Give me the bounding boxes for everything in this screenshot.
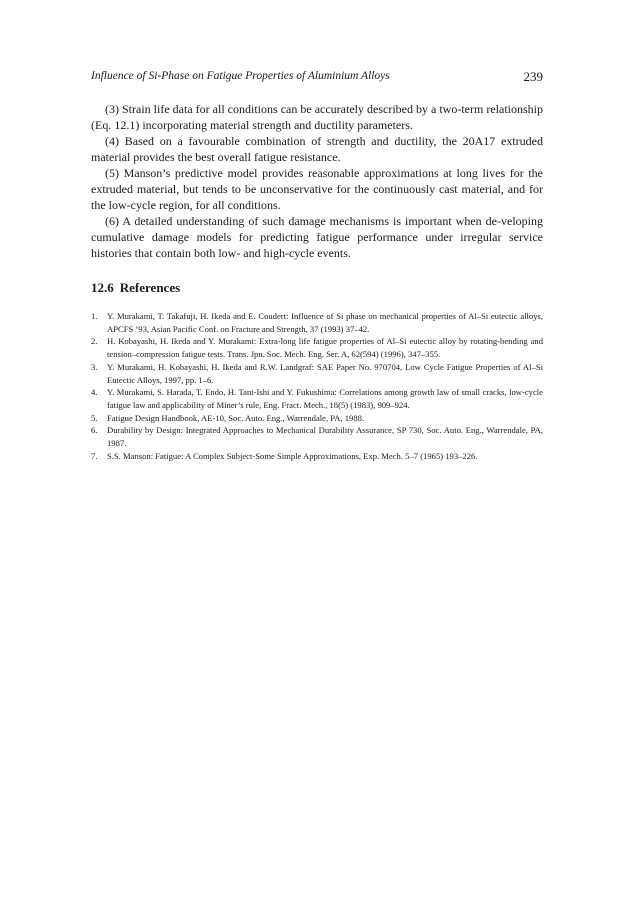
- reference-text: Y. Murakami, H. Kobayashi, H. Ikeda and R.W. Landgraf: SAE Paper No. 970704, Low Cycle Fatigue Properties of Al–Si Eutectic Alloys, 1997, pp. 1–6.: [107, 361, 543, 385]
- reference-item: [91, 335, 543, 360]
- conclusion-paragraph-3: (3) Strain life data for all conditions can be accurately described by a two-term relationship (Eq. 12.1) incorporating material strength and ductility parameters.: [91, 102, 543, 132]
- reference-text: H. Kobayashi, H. Ikeda and Y. Murakami: Extra-long life fatigue properties of Al–Si eutectic alloy by rotating-bending and tension–compression fatigue tests. Trans. Jpn. Soc. Mech. Eng. Ser. A, 62(594) (1996), 347–355.: [107, 336, 543, 360]
- reference-number: 1.: [91, 311, 98, 321]
- reference-number: 2.: [91, 336, 98, 347]
- reference-number: 3.: [91, 361, 98, 372]
- section-title: References: [119, 280, 181, 295]
- reference-text: Durability by Design: Integrated Approaches to Mechanical Durability Assurance, SP 730, Soc. Auto. Eng., Warrendale, PA, 1987.: [107, 425, 543, 449]
- section-heading: [91, 280, 180, 296]
- reference-item: [91, 424, 543, 449]
- reference-text: Fatigue Design Handbook, AE-10, Soc. Auto. Eng., Warrendale, PA, 1988.: [107, 412, 365, 423]
- conclusion-paragraph-6: (6) A detailed understanding of such damage mechanisms is important when de-veloping cumulative damage models for predicting fatigue performance under irregular service histories that contain both low- and high-cycle events.: [91, 214, 543, 260]
- reference-item: [91, 310, 543, 335]
- reference-text: S.S. Manson: Fatigue: A Complex Subject-Some Simple Approximations, Exp. Mech. 5–7 (1965) 193–226.: [107, 450, 478, 461]
- conclusion-paragraph-5: (5) Manson’s predictive model provides reasonable approximations at long lives for the extruded material, but tends to be unconservative for the continuously cast material, and for the low-cycle region, for all conditions.: [91, 166, 543, 212]
- section-number: 12.6: [91, 280, 114, 295]
- running-title: Influence of Si-Phase on Fatigue Properties of Aluminium Alloys: [91, 70, 390, 82]
- conclusion-paragraph-4: (4) Based on a favourable combination of strength and ductility, the 20A17 extruded material provides the best overall fatigue resistance.: [91, 134, 543, 164]
- reference-item: [91, 361, 543, 386]
- page-number: 239: [523, 69, 543, 84]
- reference-item: [91, 450, 543, 463]
- running-head: [91, 70, 543, 88]
- reference-number: 7.: [91, 450, 98, 461]
- conclusions-text: [91, 101, 543, 261]
- reference-list: [91, 310, 543, 462]
- reference-text: Y. Murakami, S. Harada, T. Endo, H. Tani-Ishi and Y. Fukushima: Correlations among growth law of small cracks, low-cycle fatigue law and applicability of Miner’s rule, Eng. Fract. Mech., 18(5) (1983), 909–924.: [107, 387, 543, 410]
- reference-number: 4.: [91, 387, 98, 398]
- reference-number: 6.: [91, 425, 98, 436]
- reference-number: 5.: [91, 412, 98, 423]
- reference-item: [91, 386, 543, 411]
- reference-text: Y. Murakami, T. Takafuji, H. Ikeda and E. Coudert: Influence of Si phase on mechanical properties of Al–Si eutectic alloys, APCFS ’93, Asian Pacific Conf. on Fracture and Strength, 37 (1993) 37–42.: [107, 311, 543, 334]
- reference-item: [91, 412, 543, 425]
